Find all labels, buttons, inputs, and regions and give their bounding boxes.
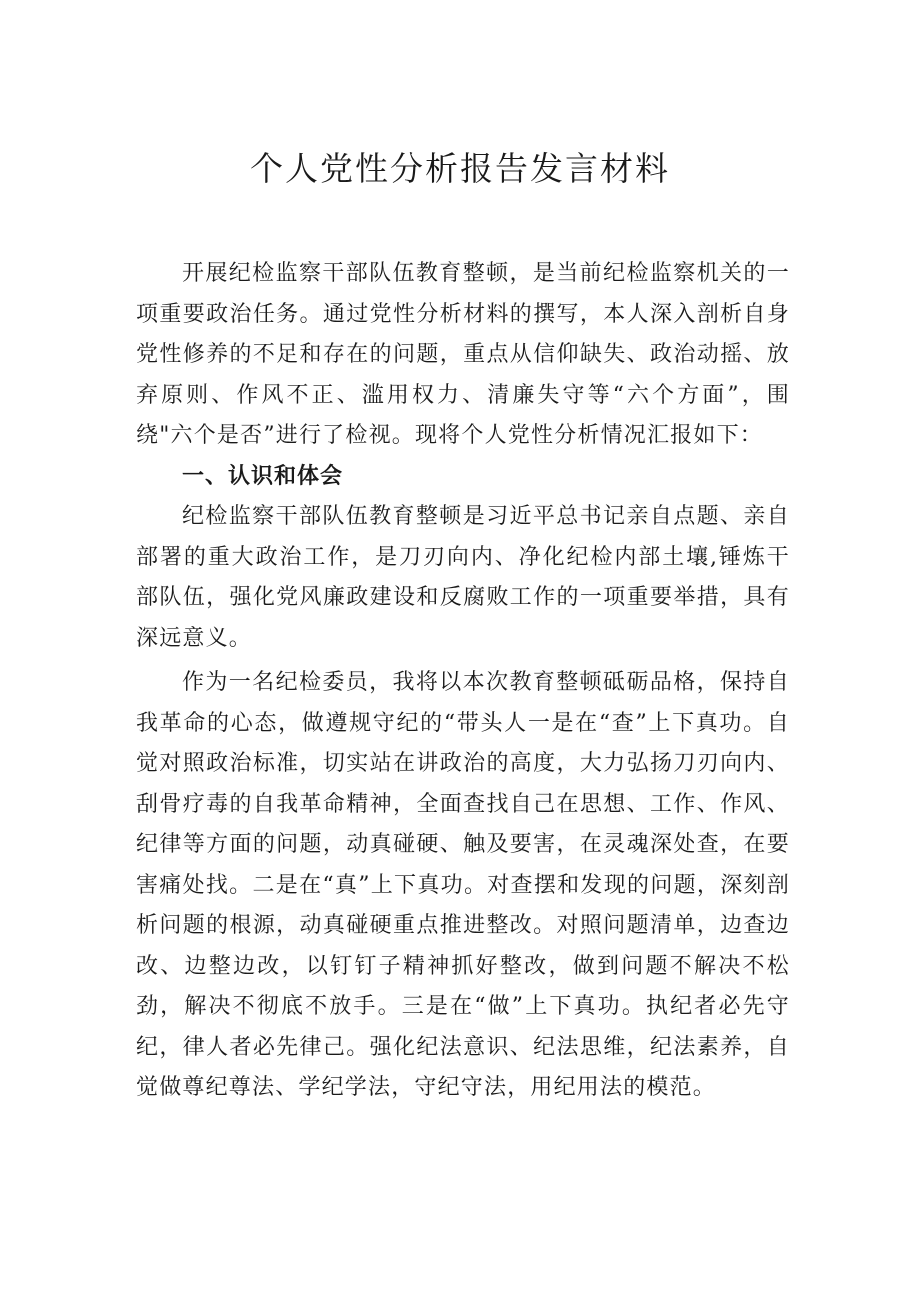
document-body [136, 254, 790, 1109]
section-heading-1: 一、认识和体会 [182, 463, 344, 489]
section-1-paragraph-2: 作为一名纪检委员，我将以本次教育整顿砥砺品格，保持自我革命的心态，做遵规守纪的“带头人一是在“查”上下真功。自觉对照政治标准，切实站在讲政治的高度，大力弘扬刀刃向内、刮骨疗毒的自我革命精神，全面查找自己在思想、工作、作风、纪律等方面的问题，动真碰硬、触及要害，在灵魂深处查，在要害痛处找。二是在“真”上下真功。对查摆和发现的问题，深刻剖析问题的根源，动真碰硬重点推进整改。对照问题清单，边查边改、边整边改，以钉钉子精神抓好整改，做到问题不解决不松劲，解决不彻底不放手。三是在“做”上下真功。执纪者必先守纪，律人者必先律己。强化纪法意识、纪法思维，纪法素养，自觉做尊纪尊法、学纪学法，守纪守法，用纪用法的模范。 [136, 670, 790, 1100]
intro-paragraph: 开展纪检监察干部队伍教育整顿，是当前纪检监察机关的一项重要政治任务。通过党性分析材料的撰写，本人深入剖析自身党性修养的不足和存在的问题，重点从信仰缺失、政治动摇、放弃原则、作风不正、滥用权力、清廉失守等“六个方面”，围绕"六个是否”进行了检视。现将个人党性分析情况汇报如下： [136, 261, 790, 448]
document-title: 个人党性分析报告发言材料 [250, 149, 670, 188]
section-1-paragraph-1: 纪检监察干部队伍教育整顿是习近平总书记亲自点题、亲自部署的重大政治工作，是刀刃向内、净化纪检内部土壤,锤炼干部队伍，强化党风廉政建设和反腐败工作的一项重要举措，具有深远意义。 [136, 504, 790, 651]
